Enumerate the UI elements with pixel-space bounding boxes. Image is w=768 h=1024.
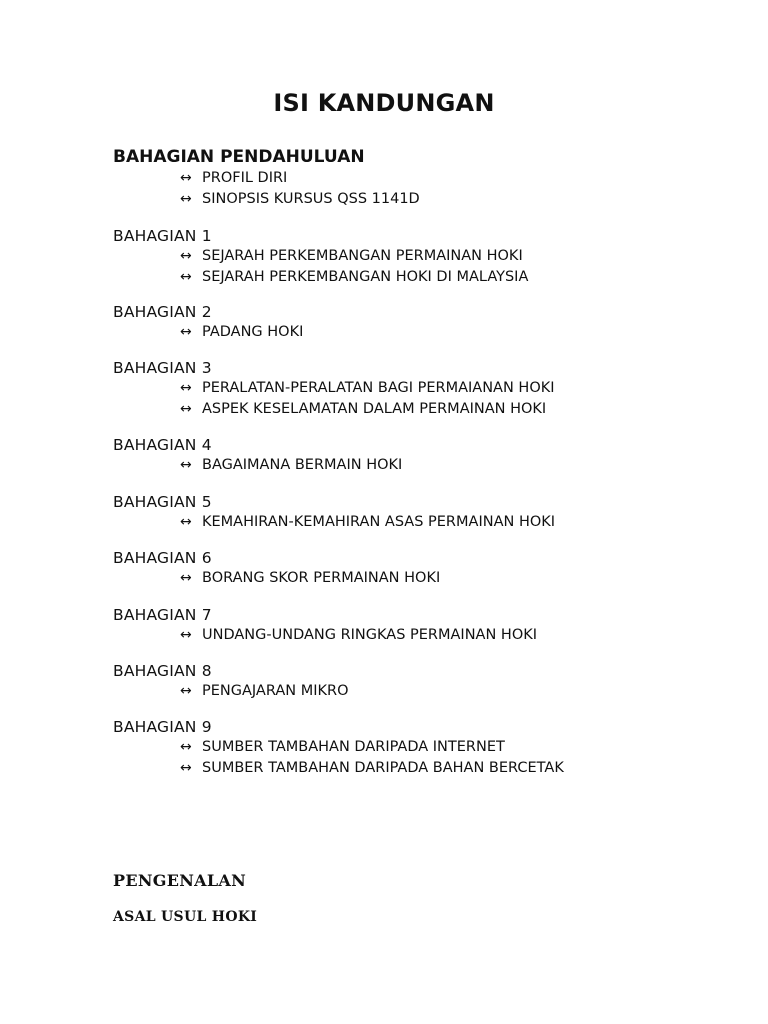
- section-heading: BAHAGIAN 2: [113, 303, 212, 321]
- page-title: ISI KANDUNGAN: [273, 89, 495, 117]
- section-heading: BAHAGIAN 5: [113, 493, 212, 511]
- item-label: PADANG HOKI: [202, 324, 304, 340]
- list-item: [113, 399, 713, 420]
- section-bahagian-1: [113, 226, 713, 288]
- item-label: SUMBER TAMBAHAN DARIPADA INTERNET: [202, 739, 505, 755]
- item-list: [113, 378, 713, 420]
- item-label: SUMBER TAMBAHAN DARIPADA BAHAN BERCETAK: [202, 760, 564, 776]
- list-item: [113, 455, 713, 476]
- double-arrow-icon: ↔: [180, 401, 192, 417]
- intro-heading: PENGENALAN: [113, 871, 247, 890]
- item-label: SEJARAH PERKEMBANGAN HOKI DI MALAYSIA: [202, 269, 529, 285]
- section-heading: BAHAGIAN 1: [113, 227, 212, 245]
- list-item: [113, 378, 713, 399]
- section-bahagian-2: [113, 302, 713, 343]
- item-list: [113, 322, 713, 343]
- item-label: PENGAJARAN MIKRO: [202, 683, 349, 699]
- item-list: [113, 512, 713, 533]
- double-arrow-icon: ↔: [180, 570, 192, 586]
- section-heading-pendahuluan: BAHAGIAN PENDAHULUAN: [113, 147, 365, 167]
- section-heading: BAHAGIAN 3: [113, 359, 212, 377]
- double-arrow-icon: ↔: [180, 191, 192, 207]
- list-item: [113, 246, 713, 267]
- section-bahagian-4: [113, 435, 713, 476]
- origin-heading: ASAL USUL HOKI: [113, 909, 258, 925]
- section-heading: BAHAGIAN 6: [113, 549, 212, 567]
- section-bahagian-7: [113, 605, 713, 646]
- item-list: [113, 737, 713, 779]
- section-bahagian-3: [113, 358, 713, 420]
- double-arrow-icon: ↔: [180, 514, 192, 530]
- list-item: [113, 189, 713, 210]
- item-label: KEMAHIRAN-KEMAHIRAN ASAS PERMAINAN HOKI: [202, 514, 556, 530]
- item-list: [113, 625, 713, 646]
- section-heading: BAHAGIAN 4: [113, 436, 212, 454]
- item-list: [113, 246, 713, 288]
- item-list: [113, 455, 713, 476]
- item-label: UNDANG-UNDANG RINGKAS PERMAINAN HOKI: [202, 627, 538, 643]
- section-bahagian-9: [113, 717, 713, 779]
- section-heading: BAHAGIAN 8: [113, 662, 212, 680]
- list-item: [113, 737, 713, 758]
- item-label: ASPEK KESELAMATAN DALAM PERMAINAN HOKI: [202, 401, 547, 417]
- item-label: BORANG SKOR PERMAINAN HOKI: [202, 570, 441, 586]
- list-item: [113, 758, 713, 779]
- section-bahagian-6: [113, 548, 713, 589]
- item-label: BAGAIMANA BERMAIN HOKI: [202, 457, 403, 473]
- item-list: [113, 568, 713, 589]
- double-arrow-icon: ↔: [180, 248, 192, 264]
- double-arrow-icon: ↔: [180, 457, 192, 473]
- double-arrow-icon: ↔: [180, 170, 192, 186]
- item-list: [113, 681, 713, 702]
- item-label: PROFIL DIRI: [202, 170, 288, 186]
- double-arrow-icon: ↔: [180, 760, 192, 776]
- list-item: [113, 512, 713, 533]
- double-arrow-icon: ↔: [180, 269, 192, 285]
- list-item: [113, 267, 713, 288]
- list-item: [113, 625, 713, 646]
- item-label: PERALATAN-PERALATAN BAGI PERMAIANAN HOKI: [202, 380, 555, 396]
- list-item: [113, 681, 713, 702]
- section-bahagian-5: [113, 492, 713, 533]
- list-item: [113, 568, 713, 589]
- double-arrow-icon: ↔: [180, 627, 192, 643]
- double-arrow-icon: ↔: [180, 683, 192, 699]
- double-arrow-icon: ↔: [180, 739, 192, 755]
- section-heading: BAHAGIAN 7: [113, 606, 212, 624]
- item-list: [113, 168, 713, 210]
- item-label: SINOPSIS KURSUS QSS 1141D: [202, 191, 420, 207]
- section-bahagian-8: [113, 661, 713, 702]
- item-label: SEJARAH PERKEMBANGAN PERMAINAN HOKI: [202, 248, 523, 264]
- section-pendahuluan: [113, 168, 713, 210]
- double-arrow-icon: ↔: [180, 324, 192, 340]
- double-arrow-icon: ↔: [180, 380, 192, 396]
- list-item: [113, 322, 713, 343]
- section-heading: BAHAGIAN 9: [113, 718, 212, 736]
- list-item: [113, 168, 713, 189]
